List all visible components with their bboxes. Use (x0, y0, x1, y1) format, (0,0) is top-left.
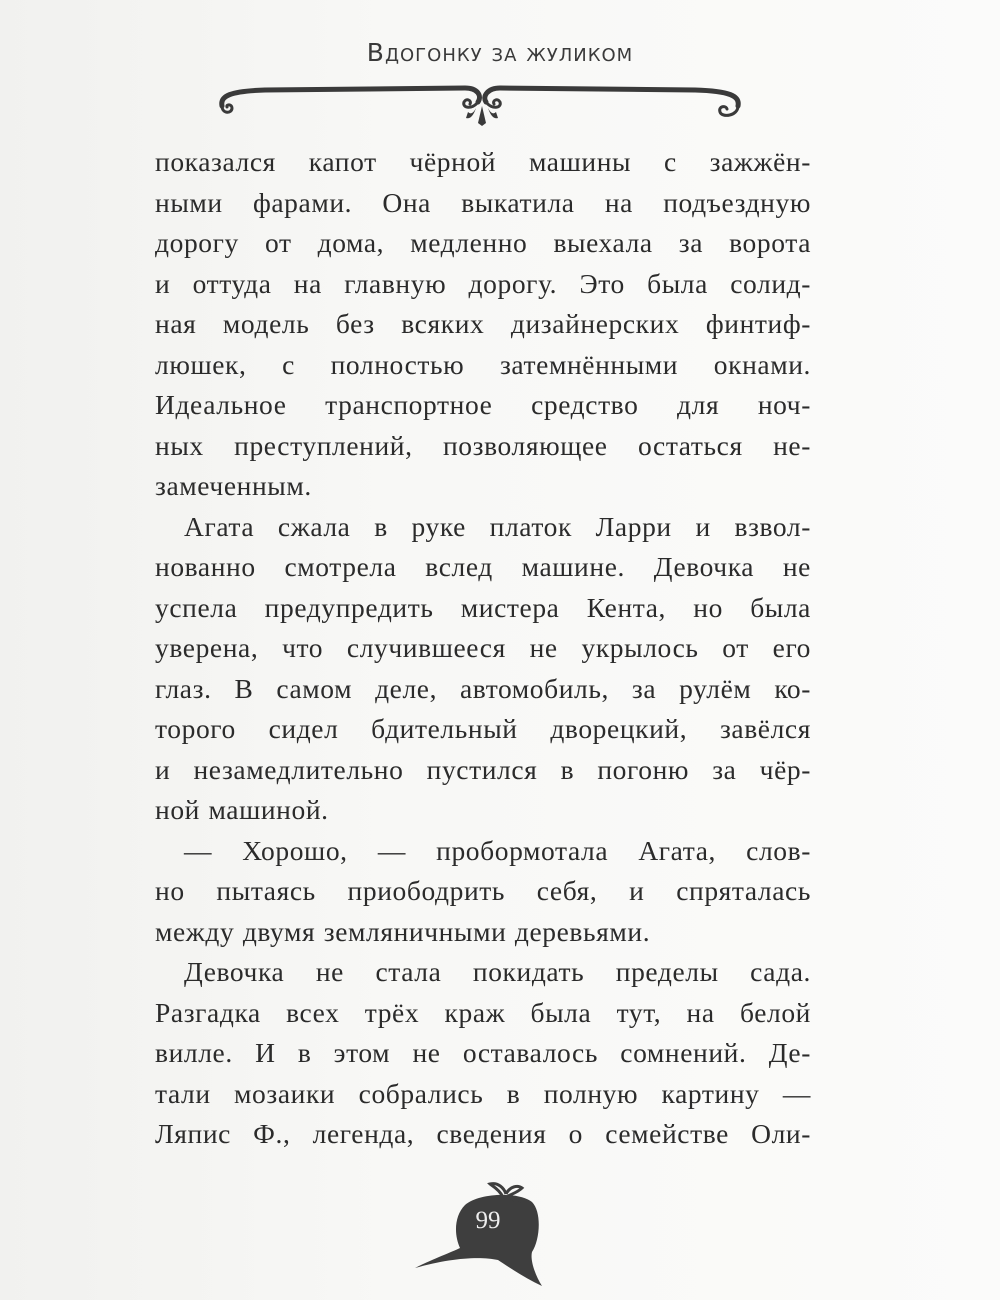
header-ornament-icon (210, 78, 750, 128)
text-line: нованно смотрела вслед машине. Девочка не (155, 551, 811, 582)
text-line: уверена, что случившееся не укрылось от его (155, 632, 811, 663)
deerstalker-hat-icon (410, 1180, 560, 1290)
text-line: успела предупредить мистера Кента, но была (155, 591, 811, 623)
running-head-title: Вдогонку за жуликом (366, 38, 634, 67)
text-line: ными фарами. Она выкатила на подъездную (155, 186, 811, 218)
text-line: замеченным. (155, 470, 312, 501)
text-line: и оттуда на главную дорогу. Это была солид- (155, 267, 811, 299)
text-line: ная модель без всяких дизайнерских финтиф- (155, 308, 811, 339)
text-line: — Хорошо, — пробормотала Агата, слов- (184, 834, 811, 866)
text-line: ной машиной. (155, 794, 329, 825)
text-line: ных преступлений, позволяющее остаться не- (155, 429, 811, 461)
text-line: тали мозаики собрались в полную картину — (155, 1077, 811, 1109)
text-line: Разгадка всех трёх краж была тут, на белой (155, 996, 811, 1028)
text-line: но пытаясь приободрить себя, и спряталась (155, 875, 811, 906)
text-line: Ляпис Ф., легенда, сведения о семействе Оли- (155, 1118, 811, 1149)
text-line: глаз. В самом деле, автомобиль, за рулём ко- (155, 672, 811, 704)
text-line: и незамедлительно пустился в погоню за чёр- (155, 753, 811, 785)
text-line: Идеальное транспортное средство для ноч- (155, 389, 811, 420)
text-line: между двумя земляничными деревьями. (155, 915, 651, 947)
text-line: дорогу от дома, медленно выехала за ворота (155, 227, 811, 258)
text-line: показался капот чёрной машины с зажжён- (155, 146, 811, 177)
text-line: торого сидел бдительный дворецкий, завёлся (155, 713, 811, 744)
text-line: люшек, с полностью затемнёнными окнами. (155, 348, 811, 380)
body-text (155, 142, 811, 1155)
text-line: Агата сжала в руке платок Ларри и взвол- (184, 510, 811, 542)
text-line: Девочка не стала покидать пределы сада. (184, 956, 811, 987)
page-number: 99 (475, 1207, 501, 1234)
text-line: вилле. И в этом не оставалось сомнений. Де- (155, 1037, 811, 1068)
